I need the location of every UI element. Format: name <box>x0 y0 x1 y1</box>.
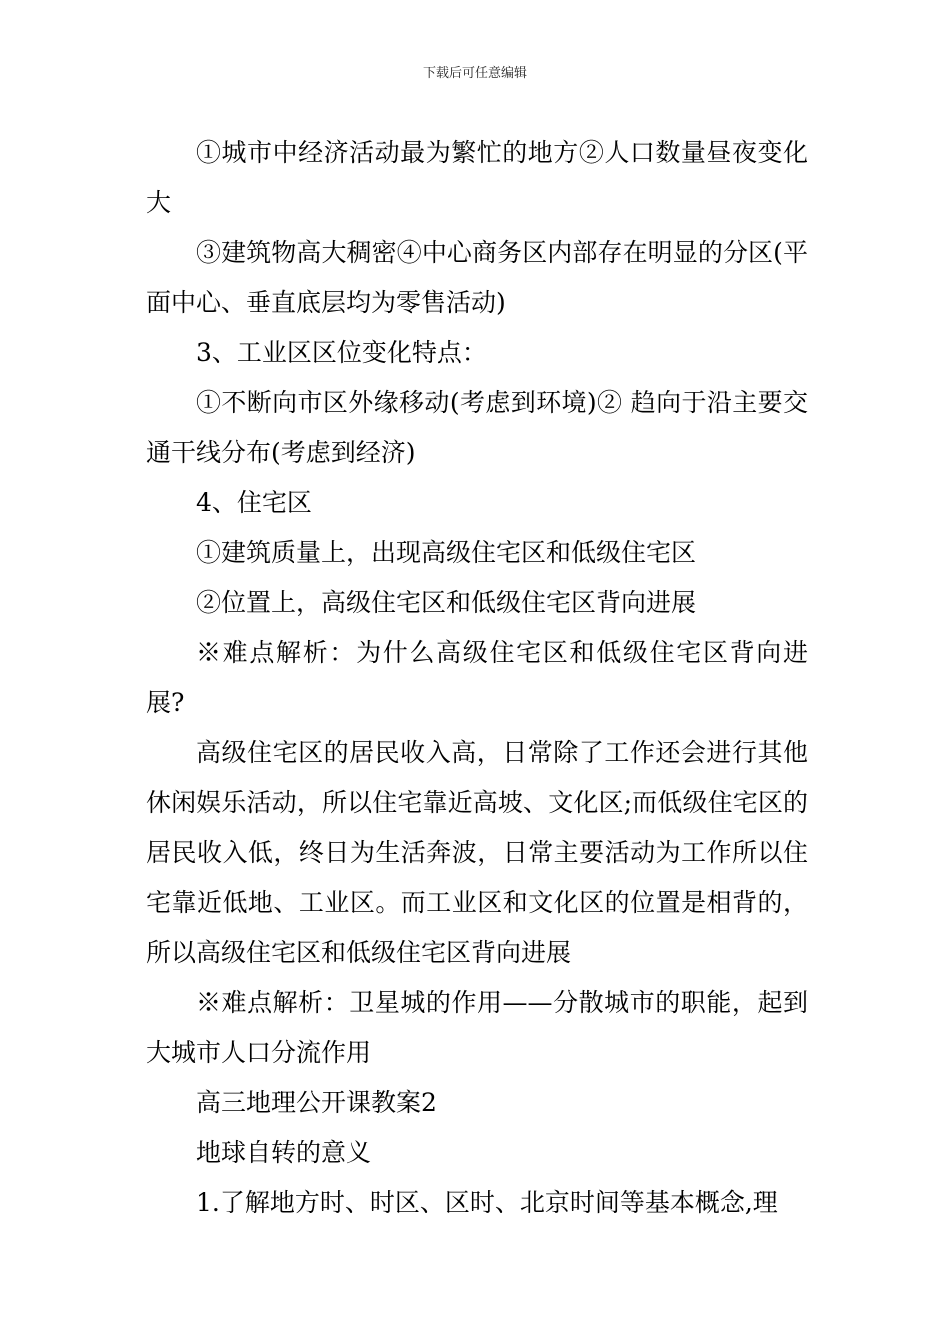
paragraph-residential-location: ②位置上，高级住宅区和低级住宅区背向进展 <box>196 588 697 617</box>
page-header-note: 下载后可任意编辑 <box>422 66 527 81</box>
document-body <box>146 128 808 1228</box>
paragraph-industrial-features: ①不断向市区外缘移动(考虑到环境)② 趋向于沿主要交通干线分布(考虑到经济) <box>146 388 808 467</box>
paragraph-industrial-heading: 3、工业区区位变化特点： <box>196 338 487 367</box>
paragraph-difficulty-explanation: 高级住宅区的居民收入高，日常除了工作还会进行其他休闲娱乐活动，所以住宅靠近高坡、文化区;而低级住宅区的居民收入低，终日为生活奔波，日常主要活动为工作所以住宅靠近低地、工业区。而工业区和文化区的位置是相背的，所以高级住宅区和低级住宅区背向进展 <box>146 738 808 967</box>
paragraph-difficulty-question: ※难点解析：为什么高级住宅区和低级住宅区背向进展? <box>146 638 808 717</box>
paragraph-satellite-city: ※难点解析：卫星城的作用——分散城市的职能，起到大城市人口分流作用 <box>146 988 808 1067</box>
paragraph-section-title: 地球自转的意义 <box>196 1138 372 1167</box>
paragraph-cbd-features-1: ①城市中经济活动最为繁忙的地方②人口数量昼夜变化大 <box>146 138 808 217</box>
paragraph-lesson-title: 高三地理公开课教案2 <box>196 1088 437 1117</box>
paragraph-residential-quality: ①建筑质量上，出现高级住宅区和低级住宅区 <box>196 538 697 567</box>
paragraph-cbd-features-2: ③建筑物高大稠密④中心商务区内部存在明显的分区(平面中心、垂直底层均为零售活动) <box>146 238 808 317</box>
paragraph-residential-heading: 4、住宅区 <box>196 488 312 517</box>
paragraph-objective-1: 1.了解地方时、时区、区时、北京时间等基本概念,理 <box>196 1188 778 1217</box>
